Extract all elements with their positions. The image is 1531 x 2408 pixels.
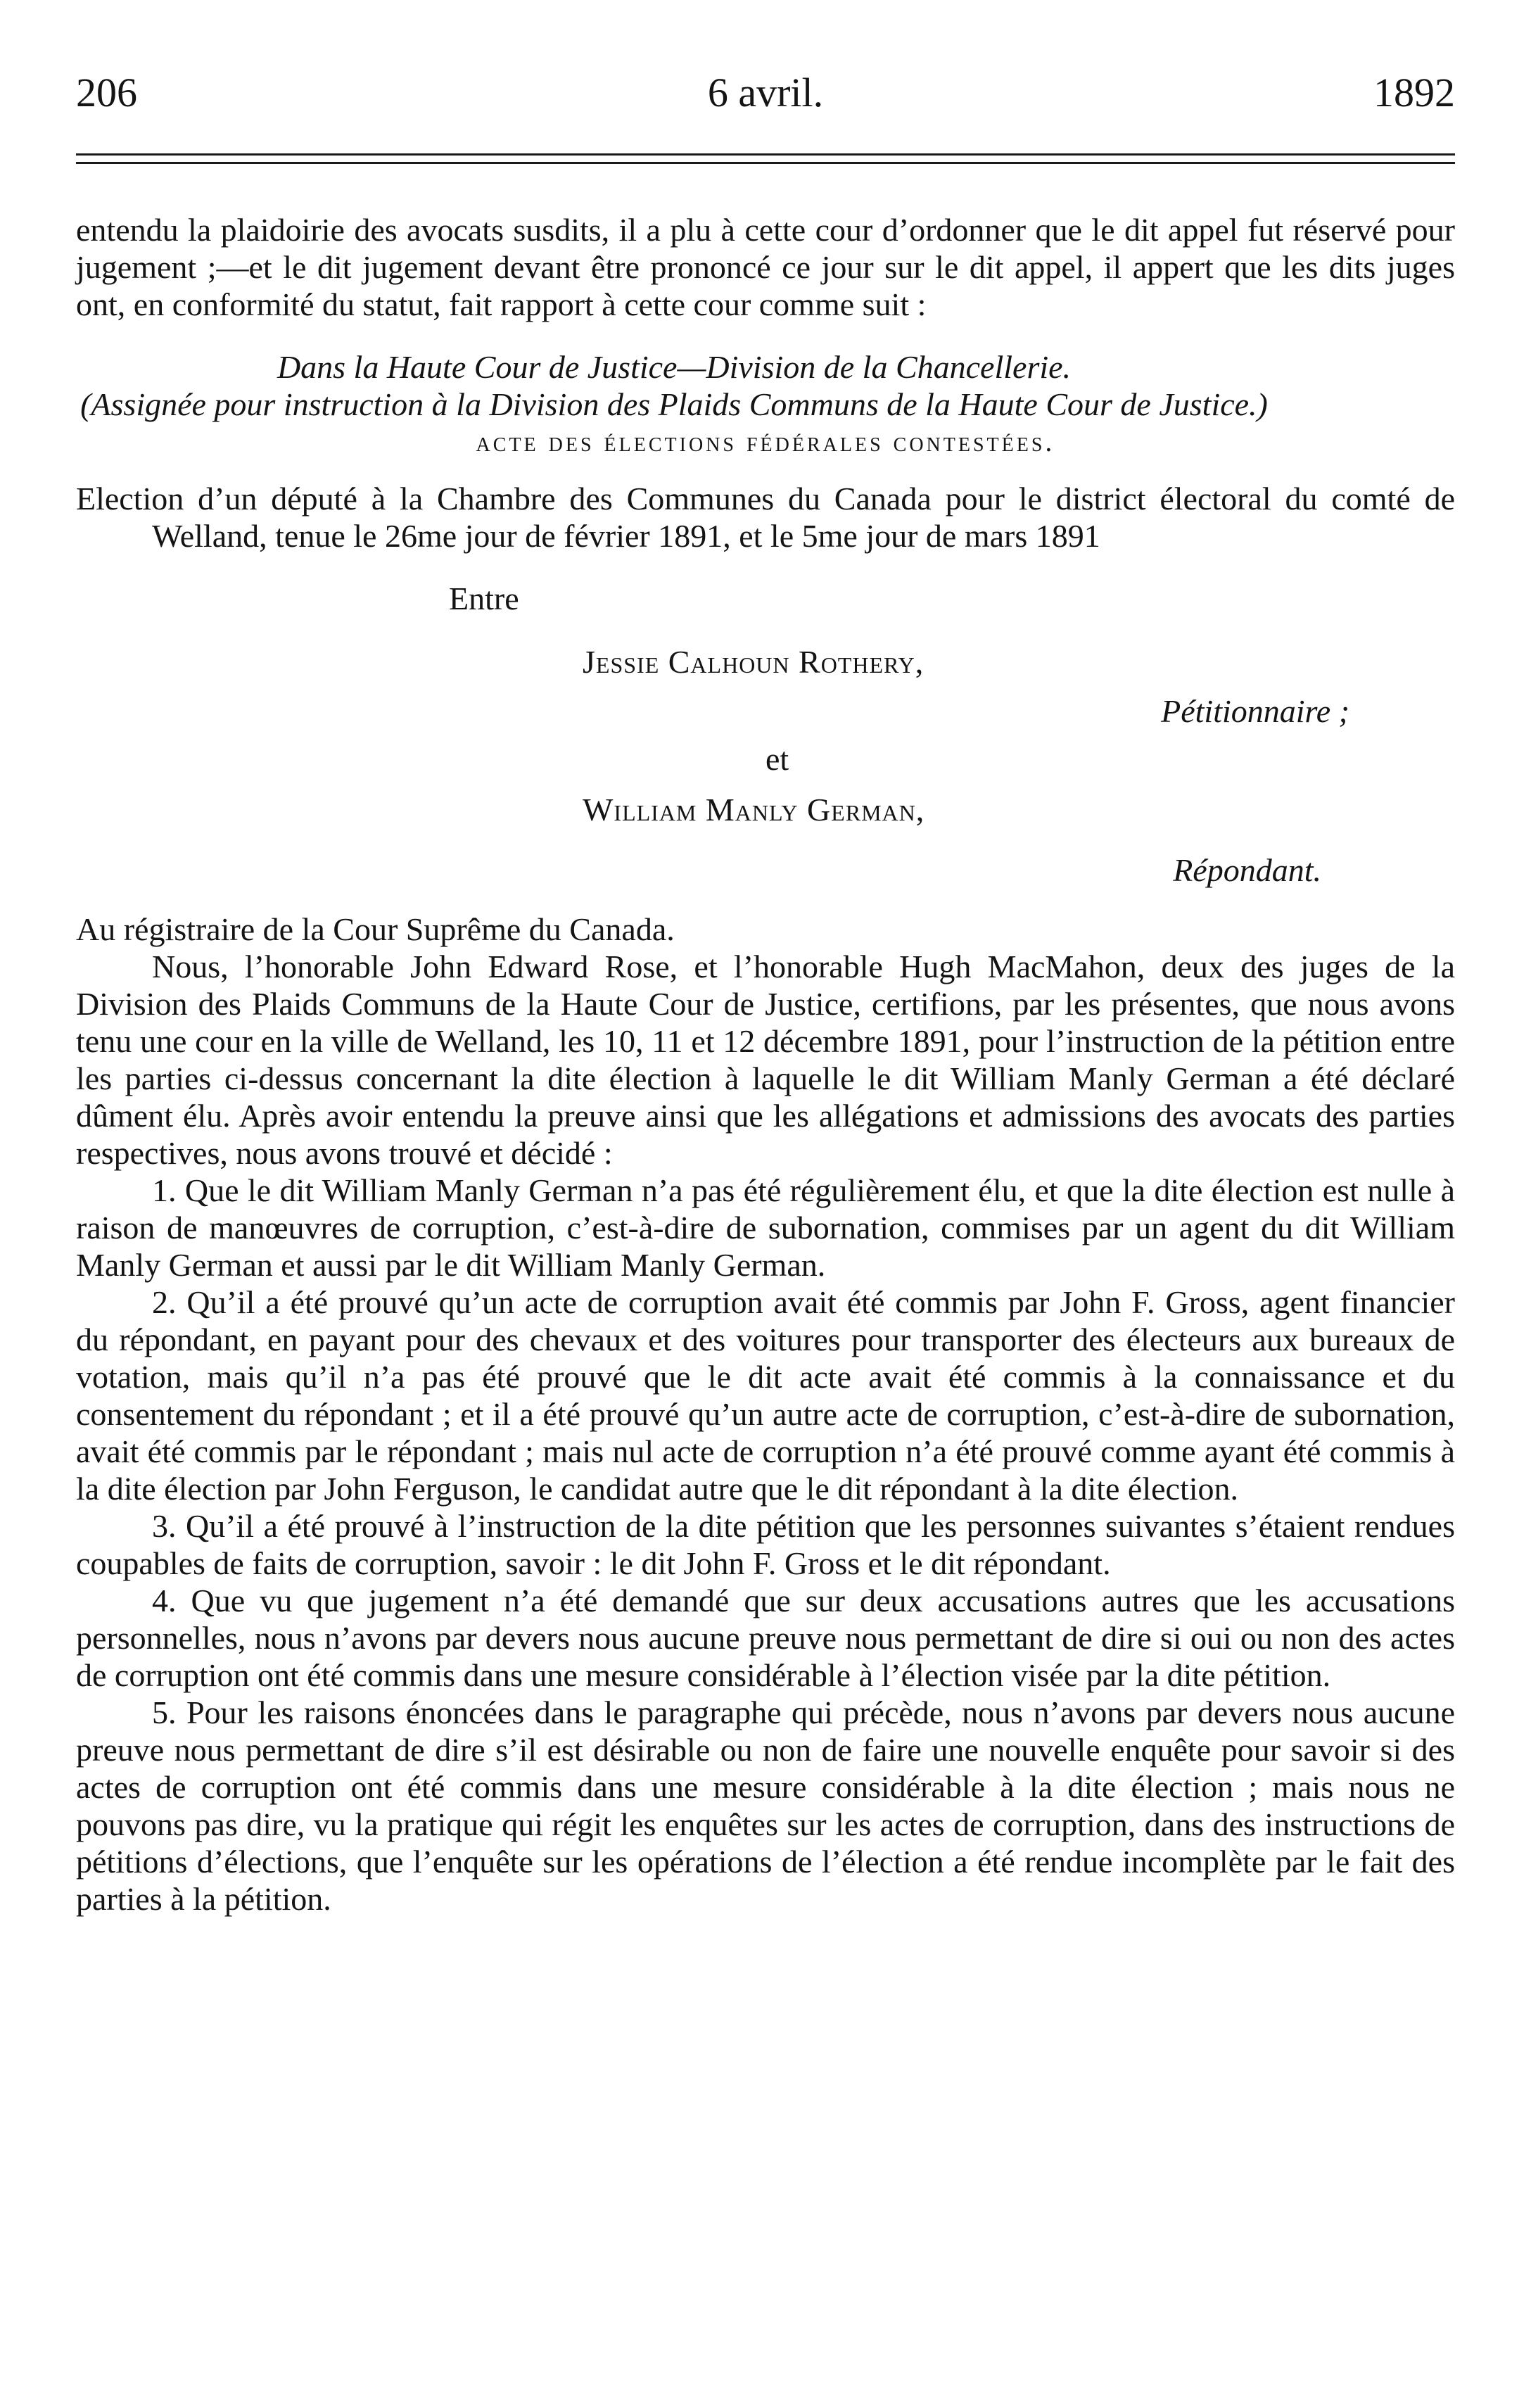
- finding-4: 4. Que vu que jugement n’a été demandé que sur deux accusations autres que les accusations personnelles, nous n’avons par devers nous aucune preuve nous permettant de dire si oui ou non des actes de corruption ont été commis dans une mesure considérable à l’élection visée par la dite pétition.: [76, 1583, 1455, 1693]
- header-double-rule: [76, 153, 1455, 164]
- page-number: 206: [76, 70, 137, 115]
- finding-1: 1. Que le dit William Manly German n’a pas été régulièrement élu, et que la dite élection est nulle à raison de manœuvres de corruption, c’est-à-dire de subornation, commises par un agent du dit William Manly German et aussi par le dit William Manly German.: [76, 1172, 1455, 1283]
- header-rule-top: [76, 153, 1455, 156]
- parties-entre: Entre: [449, 581, 519, 616]
- running-head: [76, 65, 1455, 121]
- election-paragraph: Election d’un député à la Chambre des Communes du Canada pour le district électoral du comté de Welland, tenue le 26me jour de février 1891, et le 5me jour de mars 1891: [76, 481, 1455, 554]
- finding-2: 2. Qu’il a été prouvé qu’un acte de corruption avait été commis par John F. Gross, agent financier du répondant, en payant pour des chevaux et des voitures pour transporter des électeurs aux bureaux de votation, mais qu’il n’a pas été prouvé que le dit acte avait été commis à la connaissance et du consentement du répondant ; et il a été prouvé qu’un autre acte de corruption, c’est-à-dire de subornation, avait été commis par le répondant ; mais nul acte de corruption n’a été prouvé comme ayant été commis à la dite élection par John Ferguson, le candidat autre que le dit répondant à la dite élection.: [76, 1284, 1455, 1507]
- parties-block: [76, 580, 1455, 911]
- court-heading-line-1: Dans la Haute Cour de Justice—Division de la Chancellerie.: [277, 349, 1072, 385]
- respondent-name: William Manly German,: [583, 792, 925, 828]
- main-paragraph: Nous, l’honorable John Edward Rose, et l’honorable Hugh MacMahon, deux des juges de la Division des Plaids Communs de la Haute Cour de Justice, certifions, par les présentes, que nous avons tenu une cour en la ville de Welland, les 10, 11 et 12 décembre 1891, pour l’instruction de la pétition entre les parties ci-dessus concernant la dite élection à laquelle le dit William Manly German a été déclaré dûment élu. Après avoir entendu la preuve ainsi que les allégations et admissions des avocats des parties respectives, nous avons trouvé et décidé :: [76, 949, 1455, 1171]
- petitioner-role: Pétitionnaire ;: [1161, 693, 1349, 729]
- running-date: 6 avril.: [707, 70, 824, 115]
- court-heading-line-2: (Assignée pour instruction à la Division des Plaids Communs de la Haute Cour de Justice.): [80, 386, 1268, 422]
- running-year: 1892: [1373, 70, 1455, 115]
- addressee: Au régistraire de la Cour Suprême du Canada.: [76, 911, 675, 947]
- respondent-role: Répondant.: [1173, 852, 1321, 888]
- finding-3: 3. Qu’il a été prouvé à l’instruction de la dite pétition que les personnes suivantes s’étaient rendues coupables de faits de corruption, savoir : le dit John F. Gross et le dit répondant.: [76, 1508, 1455, 1581]
- parties-et: et: [766, 741, 789, 777]
- page-body: [76, 211, 1455, 1918]
- petitioner-name: Jessie Calhoun Rothery,: [583, 644, 925, 680]
- header-rule-bottom: [76, 162, 1455, 164]
- act-title: acte des élections fédérales contestées.: [476, 426, 1055, 457]
- finding-5: 5. Pour les raisons énoncées dans le paragraphe qui précède, nous n’avons par devers nous aucune preuve nous permettant de dire s’il est désirable ou non de faire une nouvelle enquête pour savoir si des actes de corruption ont été commis dans une mesure considérable à la dite élection ; mais nous ne pouvons pas dire, vu la pratique qui régit les enquêtes sur les actes de corruption, dans des instructions de pétitions d’élections, que l’enquête sur les opérations de l’élection a été rendue incomplète par le fait des parties à la pétition.: [76, 1694, 1455, 1917]
- intro-paragraph: entendu la plaidoirie des avocats susdits, il a plu à cette cour d’ordonner que le dit appel fut réservé pour jugement ;—et le dit jugement devant être prononcé ce jour sur le dit appel, il appert que les dits juges ont, en conformité du statut, fait rapport à cette cour comme suit :: [76, 212, 1455, 322]
